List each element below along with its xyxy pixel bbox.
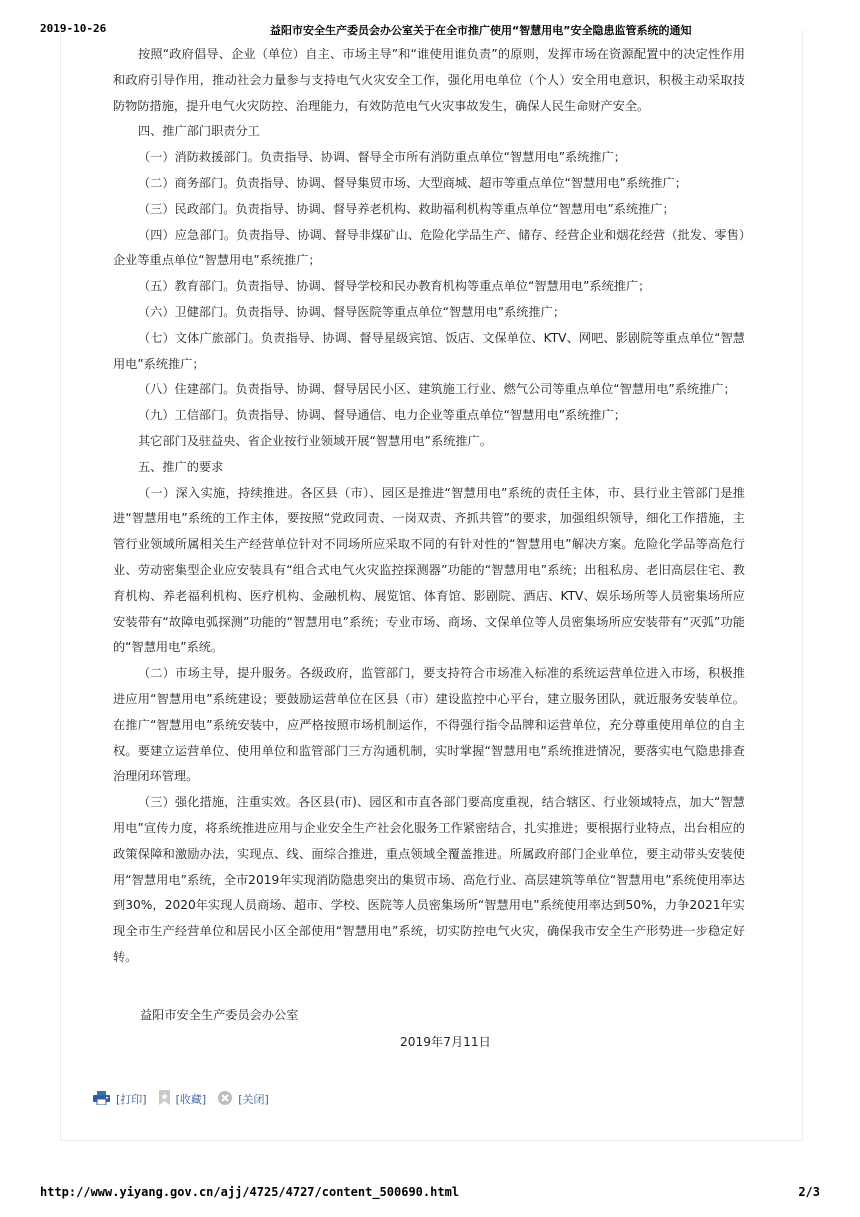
print-date: 2019-10-26 <box>40 22 107 35</box>
signature-organization: 益阳市安全生产委员会办公室 <box>140 1008 299 1022</box>
paragraph: （一）消防救援部门。负责指导、协调、督导全市所有消防重点单位“智慧用电”系统推广； <box>138 150 626 165</box>
close-label: [关闭] <box>238 1093 269 1106</box>
bookmark-icon <box>159 1090 170 1108</box>
print-page-title: 益阳市安全生产委员会办公室关于在全市推广使用“智慧用电”安全隐患监管系统的通知 <box>270 24 692 37</box>
section-heading: 四、推广部门职责分工 <box>138 124 260 139</box>
paragraph: （七）文体广旅部门。负责指导、协调、督导星级宾馆、饭店、文保单位、KTV、网吧、影剧院等重点单位“智慧用电”系统推广； <box>113 330 745 371</box>
close-button[interactable] <box>218 1091 269 1108</box>
favorite-button[interactable] <box>159 1090 207 1108</box>
favorite-label: [收藏] <box>175 1093 207 1106</box>
paragraph: （六）卫健部门。负责指导、协调、督导医院等重点单位“智慧用电”系统推广； <box>138 304 566 319</box>
paragraph: （五）教育部门。负责指导、协调、督导学校和民办教育机构等重点单位“智慧用电”系统推广； <box>138 279 651 294</box>
paragraph: 其它部门及驻益央、省企业按行业领域开展“智慧用电”系统推广。 <box>138 433 492 448</box>
signature-date: 2019年7月11日 <box>400 1035 491 1049</box>
close-circle-icon <box>218 1091 232 1108</box>
paragraph: （四）应急部门。负责指导、协调、督导非煤矿山、危险化学品生产、储存、经营企业和烟花经营（批发、零售）企业等重点单位“智慧用电”系统推广； <box>113 227 745 268</box>
printer-icon <box>93 1091 110 1108</box>
paragraph: （九）工信部门。负责指导、协调、督导通信、电力企业等重点单位“智慧用电”系统推广； <box>138 408 626 423</box>
paragraph: （二）商务部门。负责指导、协调、督导集贸市场、大型商城、超市等重点单位“智慧用电”系统推广； <box>138 175 687 190</box>
page-url: http://www.yiyang.gov.cn/ajj/4725/4727/content_500690.html <box>40 1185 460 1199</box>
print-label: [打印] <box>116 1093 147 1106</box>
action-bar <box>93 1090 281 1108</box>
paragraph: （三）强化措施，注重实效。各区县(市)、园区和市直各部门要高度重视，结合辖区、行业领域特点，加大“智慧用电”宣传力度，将系统推进应用与企业安全生产社会化服务工作紧密结合，扎实推进；要根据行业特点，出台相应的政策保障和激励办法，实现点、线、面综合推进，重点领域全覆盖推进。所属政府部门企业单位，要主动带头安装使用“智慧用电”系统，全市2019年实现消防隐患突出的集贸市场、高危行业、高层建筑等单位“智慧用电”系统使用率达到30%，2020年实现人员商场、超市、学校、医院等人员密集场所“智慧用电”系统使用率达到50%，力争2021年实现全市生产经营单位和居民小区全部使用“智慧用电”系统，切实防控电气火灾，确保我市安全生产形势进一步稳定好转。 <box>113 795 745 964</box>
article-body <box>113 42 745 971</box>
print-button[interactable] <box>93 1091 147 1108</box>
print-footer <box>40 1185 820 1201</box>
page-number: 2/3 <box>798 1185 820 1199</box>
section-heading: 五、推广的要求 <box>138 459 224 474</box>
paragraph: （二）市场主导，提升服务。各级政府，监管部门，要支持符合市场准入标准的系统运营单位进入市场，积极推进应用“智慧用电”系统建设；要鼓励运营单位在区县（市）建设监控中心平台，建立服务团队，就近服务安装单位。在推广“智慧用电”系统安装中，应严格按照市场机制运作，不得强行指令品牌和运营单位，充分尊重使用单位的自主权。要建立运营单位、使用单位和监管部门三方沟通机制，实时掌握“智慧用电”系统推进情况，要落实电气隐患排查治理闭环管理。 <box>113 666 745 784</box>
paragraph: （八）住建部门。负责指导、协调、督导居民小区、建筑施工行业、燃气公司等重点单位“智慧用电”系统推广； <box>138 382 736 397</box>
paragraph: （一）深入实施，持续推进。各区县（市）、园区是推进“智慧用电”系统的责任主体，市、县行业主管部门是推进“智慧用电”系统的工作主体，要按照“党政同责、一岗双责、齐抓共管”的要求，加强组织领导，细化工作措施，主管行业领域所属相关生产经营单位针对不同场所应采取不同的有针对性的“智慧用电”解决方案。危险化学品等高危行业、劳动密集型企业应安装具有“组合式电气火灾监控探测器”功能的“智慧用电”系统；出租私房、老旧高层住宅、教育机构、养老福利机构、医疗机构、金融机构、展览馆、体育馆、影剧院、酒店、KTV、娱乐场所等人员密集场所应安装带有“故障电弧探测”功能的“智慧用电”系统；专业市场、商场、文保单位等人员密集场所应安装带有“灭弧”功能的“智慧用电”系统。 <box>113 485 745 655</box>
paragraph: 按照“政府倡导、企业（单位）自主、市场主导”和“谁使用谁负责”的原则，发挥市场在资源配置中的决定性作用和政府引导作用，推动社会力量参与支持电气火灾安全工作，强化用电单位（个人）安全用电意识，积极主动采取技防物防措施，提升电气火灾防控、治理能力，有效防范电气火灾事故发生，确保人民生命财产安全。 <box>113 47 745 113</box>
paragraph: （三）民政部门。负责指导、协调、督导养老机构、救助福利机构等重点单位“智慧用电”系统推广； <box>138 201 675 216</box>
